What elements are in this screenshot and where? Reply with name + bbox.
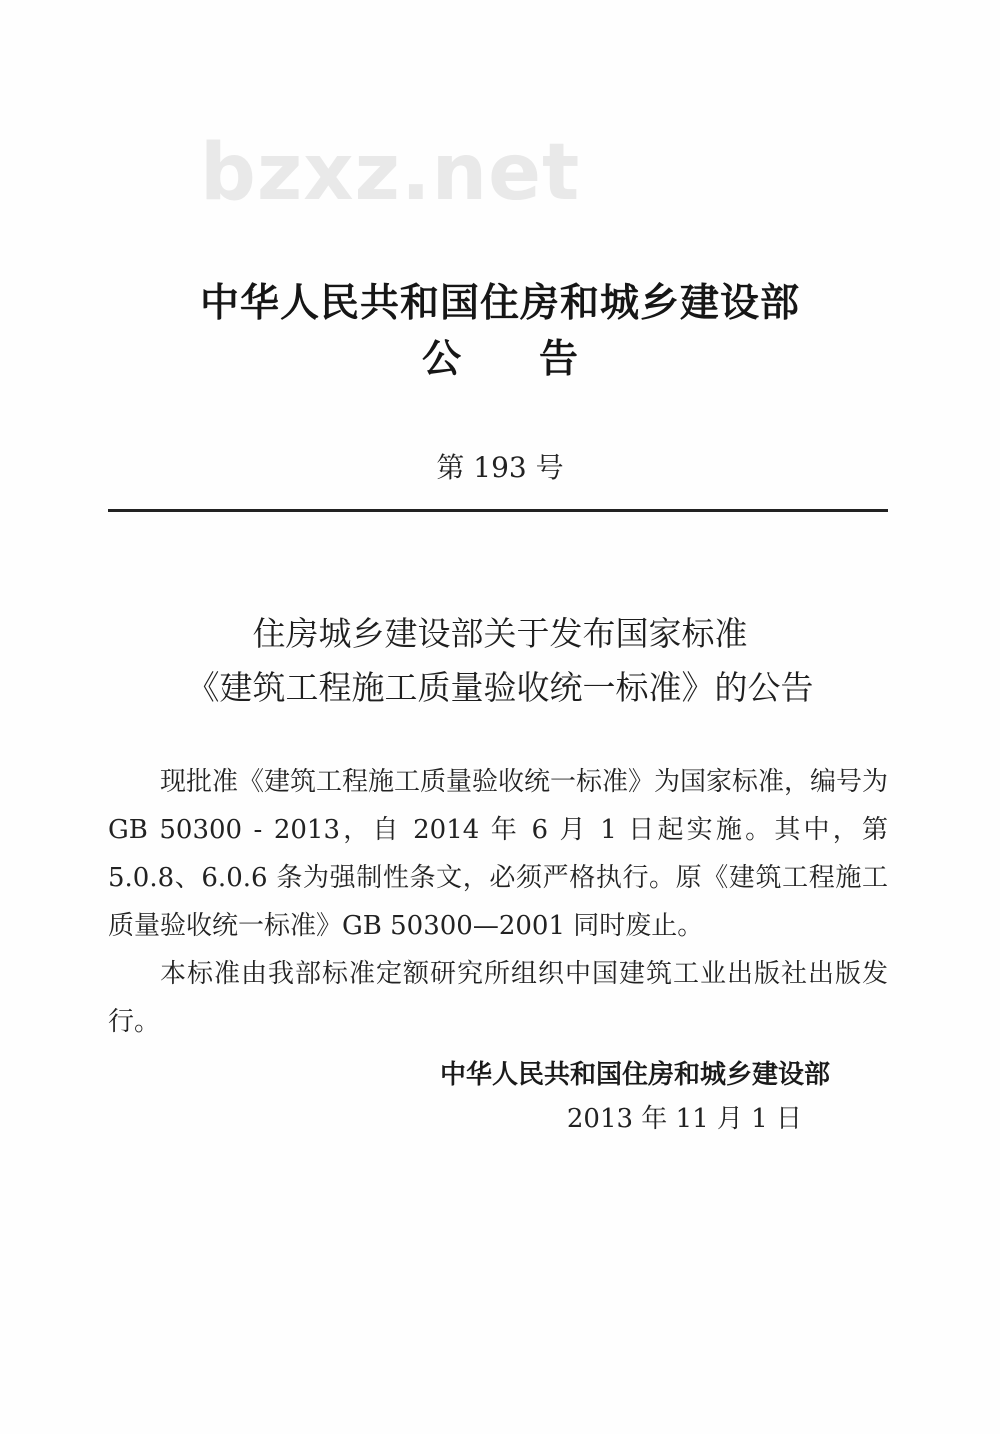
issue-date: 2013 年 11 月 1 日 <box>566 1104 802 1134</box>
header-divider <box>108 509 888 512</box>
body-paragraph-1: 现批准《建筑工程施工质量验收统一标准》为国家标准，编号为 GB 50300 - 2013，自 2014 年 6 月 1 日起实施。其中，第 5.0.8、6.0.6 条为强制性条文，必须严格执行。原《建筑工程施工质量验收统一标准》GB 50300—2001 同时废止。 <box>108 767 889 941</box>
notice-body <box>108 758 888 1046</box>
subject-line-1: 住房城乡建设部关于发布国家标准 <box>252 614 748 653</box>
notice-title: 公 告 <box>421 337 578 382</box>
notice-subject <box>0 607 1000 715</box>
body-paragraph-2: 本标准由我部标准定额研究所组织中国建筑工业出版社出版发行。 <box>108 959 888 1037</box>
ministry-title: 中华人民共和国住房和城乡建设部 <box>199 281 800 326</box>
issuer-name: 中华人民共和国住房和城乡建设部 <box>439 1060 830 1090</box>
notice-number: 第 193 号 <box>436 451 564 484</box>
subject-line-2: 《建筑工程施工质量验收统一标准》的公告 <box>186 668 814 707</box>
watermark: bzxz.net <box>200 128 581 218</box>
